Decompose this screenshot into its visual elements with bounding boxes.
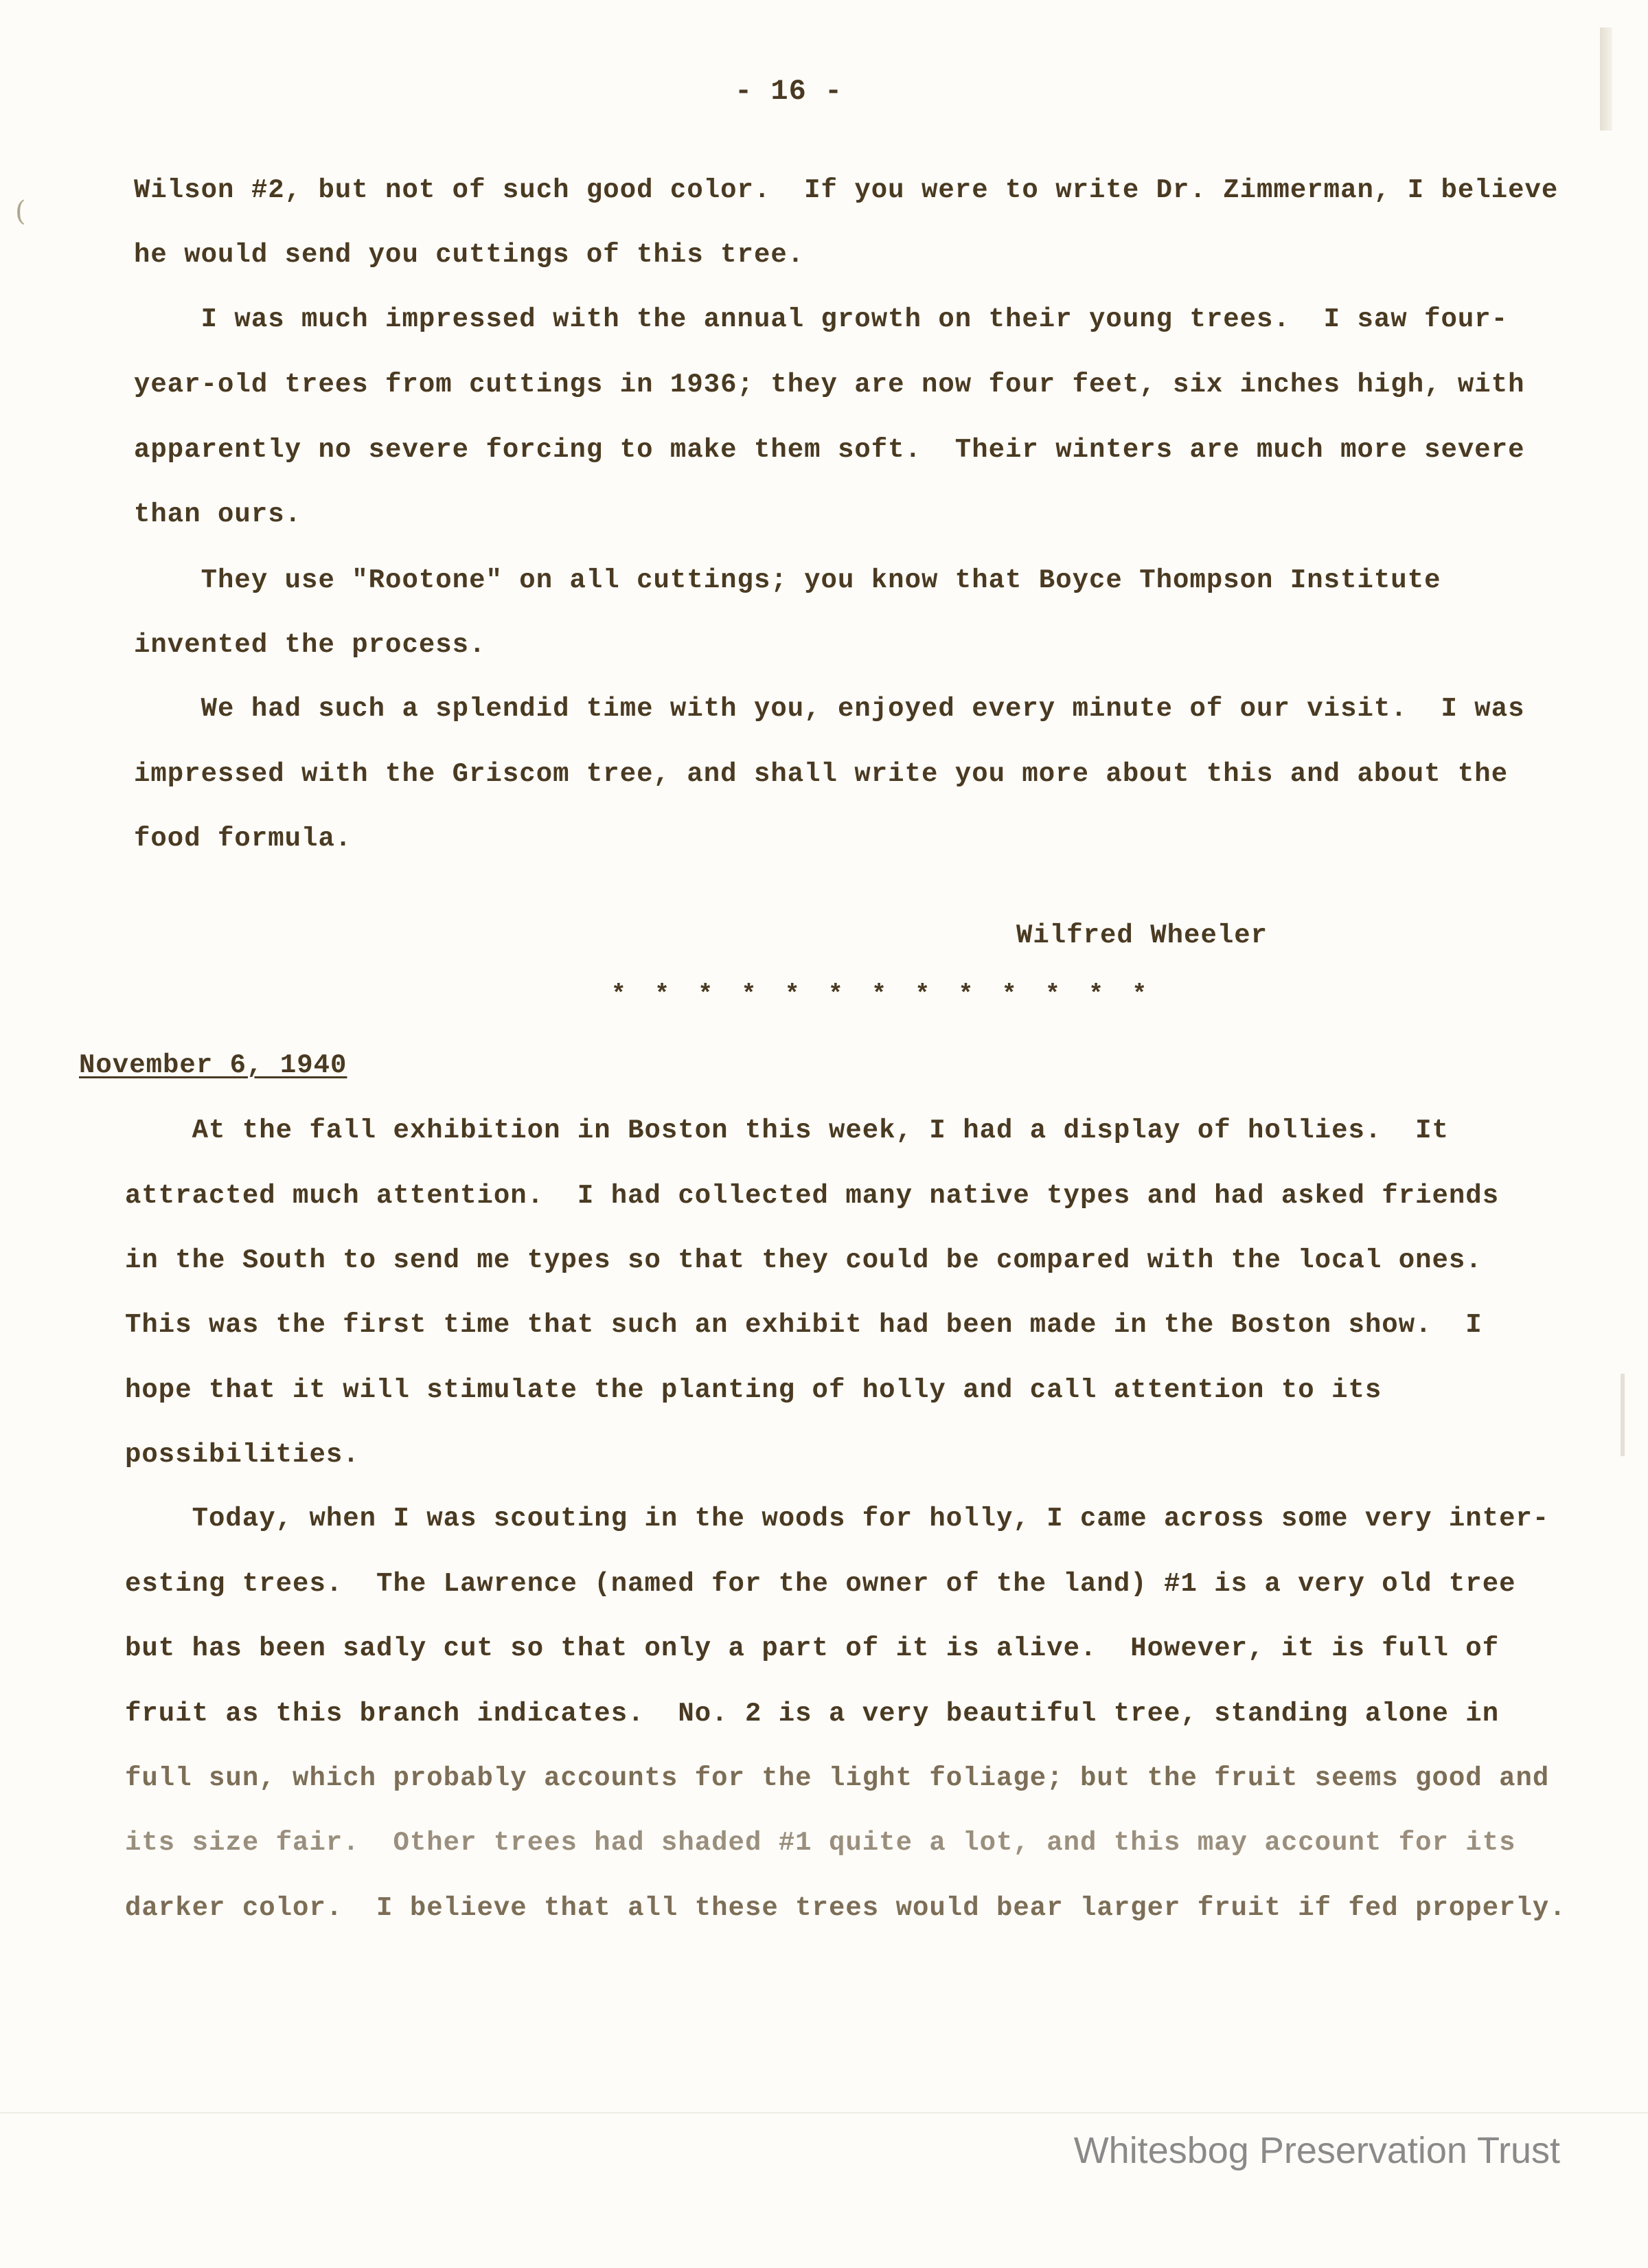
paper-edge-mark: [1600, 27, 1612, 131]
body-line: hope that it will stimulate the planting of holly and call attention to its: [125, 1375, 1382, 1405]
body-line: possibilities.: [125, 1440, 360, 1470]
margin-mark: (: [15, 196, 26, 227]
page-number: - 16 -: [735, 75, 843, 108]
scan-edge: [0, 2112, 1648, 2113]
body-line: At the fall exhibition in Boston this week, I had a display of hollies. It: [125, 1115, 1449, 1146]
body-line: Today, when I was scouting in the woods for holly, I came across some very inter-: [125, 1504, 1550, 1534]
section-separator: * * * * * * * * * * * * *: [611, 980, 1154, 1008]
body-line: fruit as this branch indicates. No. 2 is a very beautiful tree, standing alone in: [125, 1699, 1500, 1729]
body-line: This was the first time that such an exhibit had been made in the Boston show. I: [125, 1310, 1483, 1340]
entry-date-heading: November 6, 1940: [79, 1050, 347, 1080]
body-line: darker color. I believe that all these trees would bear larger fruit if fed properly.: [125, 1893, 1566, 1923]
body-line: We had such a splendid time with you, enjoyed every minute of our visit. I was: [134, 694, 1525, 724]
archive-watermark: Whitesbog Preservation Trust: [1073, 2130, 1560, 2171]
body-line: year-old trees from cuttings in 1936; they are now four feet, six inches high, with: [134, 370, 1525, 400]
paper-edge-mark: [1621, 1374, 1625, 1456]
body-line: in the South to send me types so that they could be compared with the local ones.: [125, 1245, 1483, 1275]
signature: Wilfred Wheeler: [1016, 920, 1268, 951]
body-line: impressed with the Griscom tree, and shall write you more about this and about the: [134, 759, 1509, 789]
body-line: attracted much attention. I had collected many native types and had asked friends: [125, 1181, 1500, 1211]
body-line: food formula.: [134, 824, 352, 854]
body-line: he would send you cuttings of this tree.: [134, 240, 805, 270]
body-line: Wilson #2, but not of such good color. If you were to write Dr. Zimmerman, I believe: [134, 175, 1559, 205]
body-line: They use "Rootone" on all cuttings; you know that Boyce Thompson Institute: [134, 565, 1441, 596]
body-line: I was much impressed with the annual growth on their young trees. I saw four-: [134, 304, 1509, 334]
body-line: invented the process.: [134, 630, 486, 660]
body-line: full sun, which probably accounts for the light foliage; but the fruit seems good and: [125, 1763, 1550, 1793]
body-line: its size fair. Other trees had shaded #1 quite a lot, and this may account for its: [125, 1828, 1516, 1858]
body-line: but has been sadly cut so that only a part of it is alive. However, it is full of: [125, 1633, 1500, 1664]
body-line: than ours.: [134, 499, 302, 530]
body-line: apparently no severe forcing to make them soft. Their winters are much more severe: [134, 435, 1525, 465]
body-line: esting trees. The Lawrence (named for the owner of the land) #1 is a very old tree: [125, 1569, 1516, 1599]
